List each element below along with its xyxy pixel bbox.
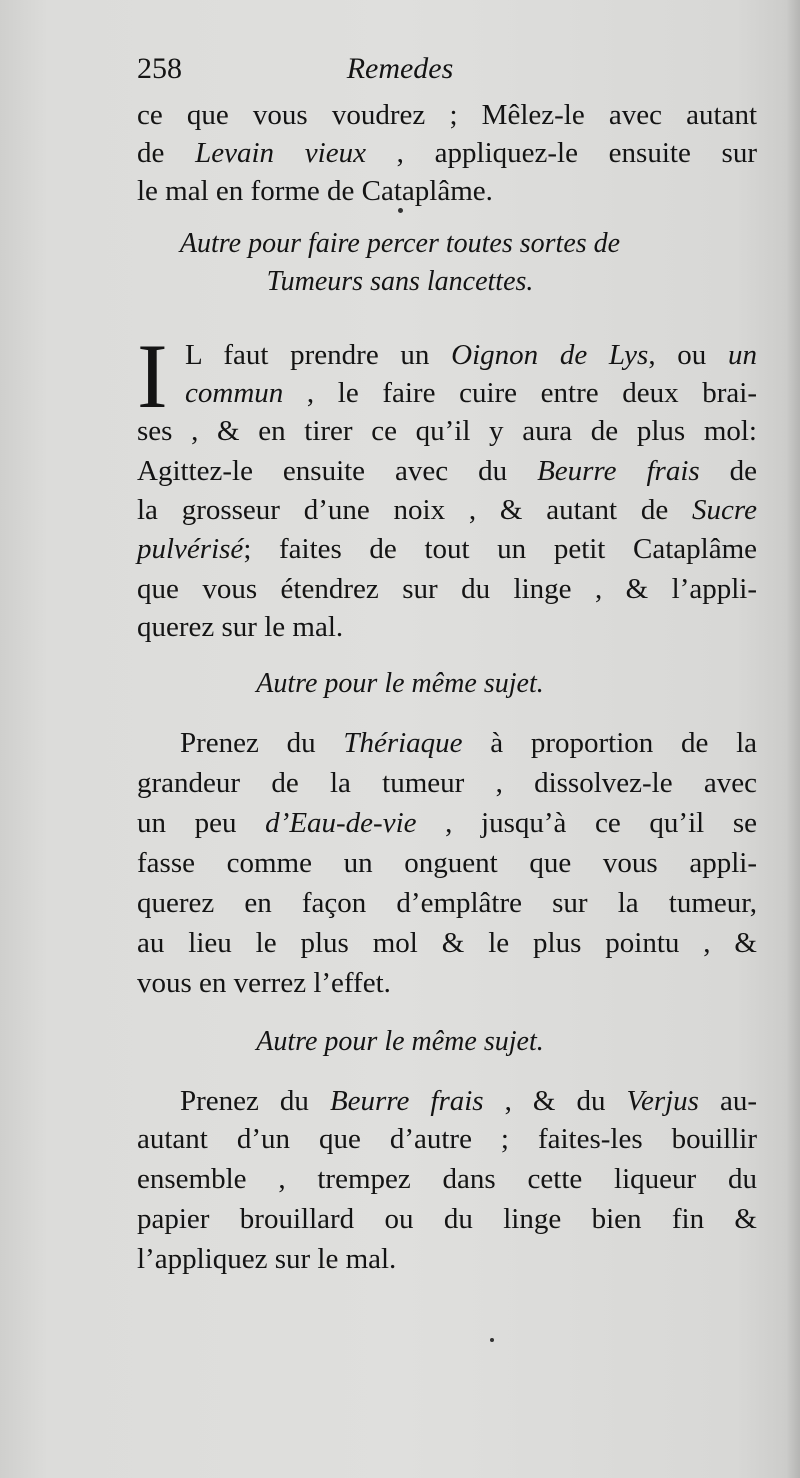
text-line: ses , & en tirer ce qu’il y aura de plus mol: [137,415,757,447]
text-line: que vous étendrez sur du linge , & l’appli- [137,573,757,605]
text-line: grandeur de la tumeur , dissolvez-le avec [137,767,757,799]
italic-term: d’Eau-de-vie [265,807,417,839]
ink-speck [398,208,403,213]
text-line: ce que vous voudrez ; Mêlez-le avec autant [137,99,757,131]
text-line: papier brouillard ou du linge bien fin & [137,1203,757,1235]
italic-term: Sucre [692,494,757,526]
text-line: querez en façon d’emplâtre sur la tumeur, [137,887,757,919]
text-line: autant d’un que d’autre ; faites-les bouillir [137,1123,757,1155]
italic-term: Levain vieux [195,137,366,169]
drop-cap: I [137,325,168,427]
ink-speck [490,1338,494,1342]
running-title: Remedes [346,52,454,85]
text-line: ensemble , trempez dans cette liqueur du [137,1163,757,1195]
italic-term: commun [185,377,284,409]
text-line: pulvérisé; faites de tout un petit Cataplâme [137,533,757,565]
text-line: l’appliquez sur le mal. [137,1243,397,1275]
italic-term: Oignon de Lys [451,339,649,371]
page-edge-shadow [786,0,800,1478]
text-line: de Levain vieux , appliquez-le ensuite sur [137,137,757,169]
italic-term: Beurre frais [537,455,700,487]
text-line: vous en verrez l’effet. [137,967,391,999]
section-heading: Autre pour faire percer toutes sortes de [179,228,621,259]
text-line: L faut prendre un Oignon de Lys, ou un [185,339,758,371]
text-line: commun , le faire cuire entre deux brai- [185,377,757,409]
page-number: 258 [137,52,182,85]
text-line: Prenez du Beurre frais , & du Verjus au- [180,1085,758,1117]
text-line: Prenez du Thériaque à proportion de la [180,727,757,759]
italic-term: un [728,339,758,371]
italic-term: Thériaque [343,727,463,759]
text-line: le mal en forme de Cataplâme. [137,175,493,207]
text-line: au lieu le plus mol & le plus pointu , & [137,927,757,959]
italic-term: Verjus [626,1085,699,1117]
text-line: Agittez-le ensuite avec du Beurre frais de [137,455,758,487]
text-line: querez sur le mal. [137,611,344,643]
italic-term: Beurre frais [329,1085,484,1117]
italic-term: pulvérisé [137,533,244,565]
section-heading: Tumeurs sans lancettes. [266,266,534,297]
section-heading: Autre pour le même sujet. [256,1026,544,1057]
section-heading: Autre pour le même sujet. [256,668,544,699]
text-line: la grosseur d’une noix , & autant de Sucre [137,494,757,526]
running-head [0,52,800,92]
text-line: fasse comme un onguent que vous appli- [137,847,757,879]
text-line: un peu d’Eau-de-vie , jusqu’à ce qu’il se [137,807,758,839]
